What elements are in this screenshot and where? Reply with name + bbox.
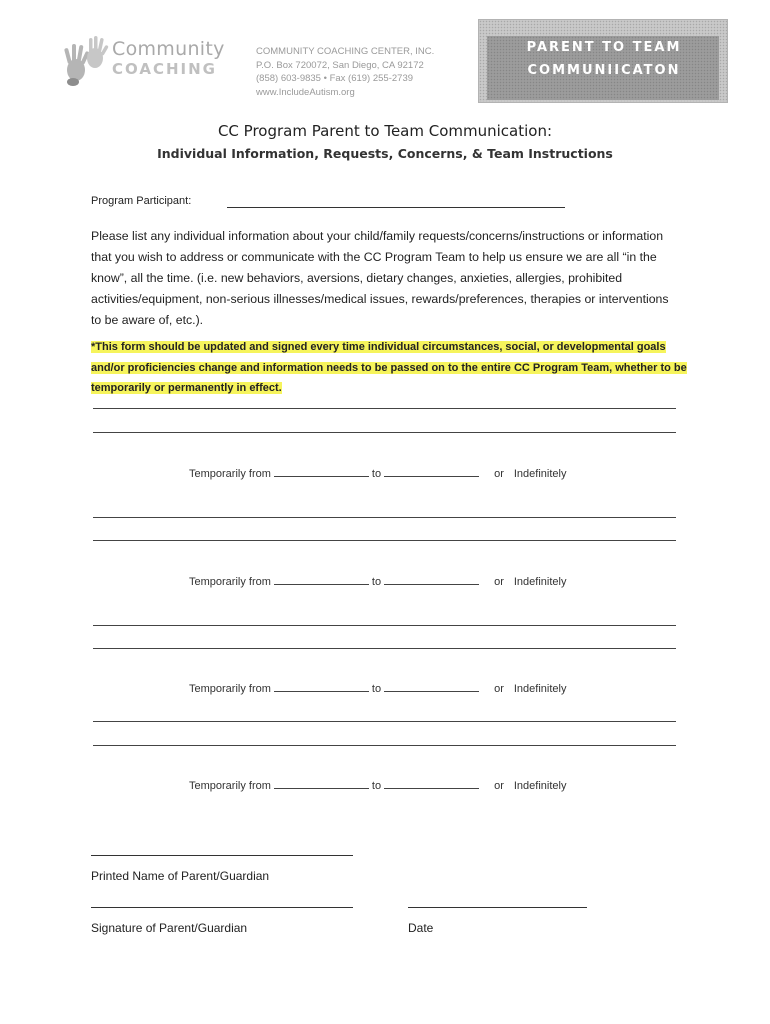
form-type-badge [478,19,728,103]
info-line[interactable] [93,517,676,518]
signature-label: Signature of Parent/Guardian [91,921,248,935]
from-date-field[interactable] [274,682,369,692]
update-notice [91,337,691,399]
printed-name-label: Printed Name of Parent/Guardian [91,869,270,883]
logo-line-community: Community [112,38,225,60]
signature-field[interactable] [91,907,353,908]
or-label: or [494,576,504,588]
to-date-field[interactable] [384,467,479,477]
from-date-field[interactable] [274,467,369,477]
printed-name-field[interactable] [91,855,353,856]
address-block [256,45,434,99]
duration-row [189,467,566,480]
badge-line-2: COMMUNIICATON [527,63,681,78]
date-label: Date [408,921,434,935]
or-label: or [494,780,504,792]
to-date-field[interactable] [384,682,479,692]
indefinitely-label: Indefinitely [513,468,567,480]
po-box: P.O. Box 720072, San Diego, CA 92172 [256,59,424,71]
temp-from-label: Temporarily from [189,683,271,695]
temp-to-label: to [371,683,382,695]
indefinitely-label: Indefinitely [513,780,567,792]
form-subtitle: Individual Information, Requests, Concerns, & Team Instructions [157,146,613,161]
temp-from-label: Temporarily from [189,468,271,480]
temp-from-label: Temporarily from [189,576,271,588]
info-line[interactable] [93,745,676,746]
participant-label: Program Participant: [91,195,192,207]
temp-to-label: to [371,780,382,792]
info-line[interactable] [93,540,676,541]
info-line[interactable] [93,648,676,649]
org-name: COMMUNITY COACHING CENTER, INC. [256,46,435,57]
logo-line-coaching: COACHING [112,60,217,78]
duration-row [189,575,566,588]
logo-wordmark [112,38,225,78]
info-line[interactable] [93,721,676,722]
or-label: or [494,468,504,480]
info-line[interactable] [93,432,676,433]
indefinitely-label: Indefinitely [513,683,567,695]
info-line[interactable] [93,625,676,626]
info-line[interactable] [93,408,676,409]
indefinitely-label: Indefinitely [513,576,567,588]
duration-row [189,682,566,695]
phone-fax: (858) 603-9835 • Fax (619) 255-2739 [256,73,414,84]
form-title: CC Program Parent to Team Communication: [217,122,553,140]
from-date-field[interactable] [274,575,369,585]
duration-row [189,779,566,792]
update-notice-text: *This form should be updated and signed every time individual circumstances, social, or developmental goals and/or proficiencies change and information needs to be passed on to the entire CC Program Team, whether to be temporarily or permanently in effect. [91,341,687,394]
instructions-paragraph: Please list any individual information about your child/family requests/concerns/instructions or information that you wish to address or communicate with the CC Program Team to help us ensure we are all “in the know”, all the time. (i.e. new behaviors, aversions, dietary changes, anxieties, allergies, prohibited activities/equipment, non-serious illnesses/medical issues, rewards/preferences, therapies or interventions to be aware of, etc.). [91,229,669,327]
badge-line-1: PARENT TO TEAM [526,40,682,55]
date-field[interactable] [408,907,587,908]
from-date-field[interactable] [274,779,369,789]
temp-from-label: Temporarily from [189,780,271,792]
or-label: or [494,683,504,695]
community-coaching-logo [62,34,225,88]
temp-to-label: to [371,468,382,480]
to-date-field[interactable] [384,779,479,789]
temp-to-label: to [371,576,382,588]
handprints-icon [62,34,112,88]
to-date-field[interactable] [384,575,479,585]
website: www.IncludeAutism.org [256,86,355,98]
participant-field[interactable] [227,207,565,208]
